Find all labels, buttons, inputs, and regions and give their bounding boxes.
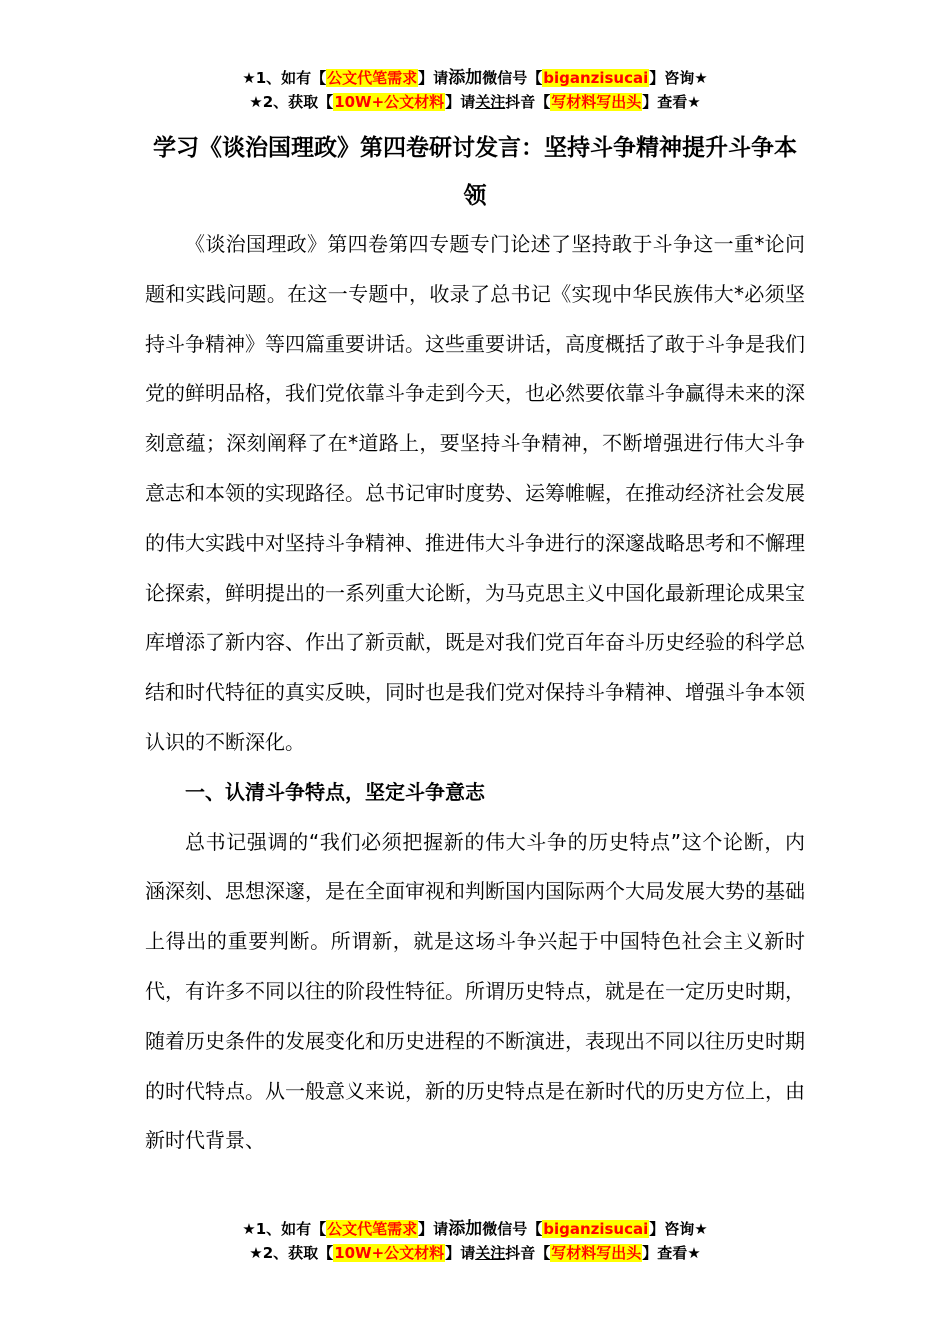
section-heading-1: 一、认清斗争特点，坚定斗争意志 bbox=[185, 779, 485, 804]
promo-footer-line-1-mid: 】请 bbox=[418, 1220, 449, 1238]
promo-line-1 bbox=[0, 66, 950, 90]
promo-line-1-suffix: 】咨询★ bbox=[649, 69, 708, 87]
promo-line-1-prefix: ★1、如有【 bbox=[242, 69, 327, 87]
promo-footer-line-1-suffix: 】咨询★ bbox=[649, 1220, 708, 1238]
promo-footer-line-1-mid2: 微信号【 bbox=[482, 1220, 543, 1238]
promo-line-2-suffix: 】查看★ bbox=[642, 93, 701, 111]
promo-line-2-mid: 】请 bbox=[445, 93, 476, 111]
document-body bbox=[145, 220, 805, 1166]
promo-footer-line-2-mid2: 抖音【 bbox=[505, 1244, 551, 1262]
promo-footer-bottom bbox=[0, 1217, 950, 1265]
promo-footer-line-2 bbox=[0, 1241, 950, 1265]
paragraph-section-1: 总书记强调的“我们必须把握新的伟大斗争的历史特点”这个论断，内涵深刻、思想深邃，是在全面审视和判断国内国际两个大局发展大势的基础上得出的重要判断。所谓新，就是这场斗争兴起于中国特色社会主义新时代，有许多不同以往的阶段性特征。所谓历史特点，就是在一定历史时期，随着历史条件的发展变化和历史进程的不断演进，表现出不同以往历史时期的时代特点。从一般意义来说，新的历史特点是在新时代的历史方位上，由新时代背景、 bbox=[145, 829, 805, 1153]
promo-footer-line-2-emphasis: 关注 bbox=[475, 1244, 506, 1262]
paragraph-intro: 《谈治国理政》第四卷第四专题专门论述了坚持敢于斗争这一重*论问题和实践问题。在这一专题中，收录了总书记《实现中华民族伟大*必须坚持斗争精神》等四篇重要讲话。这些重要讲话，高度概括了敢于斗争是我们党的鲜明品格，我们党依靠斗争走到今天，也必然要依靠斗争赢得未来的深刻意蕴；深刻阐释了在*道路上，要坚持斗争精神，不断增强进行伟大斗争意志和本领的实现路径。总书记审时度势、运筹帷幄，在推动经济社会发展的伟大实践中对坚持斗争精神、推进伟大斗争进行的深邃战略思考和不懈理论探索，鲜明提出的一系列重大论断，为马克思主义中国化最新理论成果宝库增添了新内容、作出了新贡献，既是对我们党百年奋斗历史经验的科学总结和时代特征的真实反映，同时也是我们党对保持斗争精神、增强斗争本领认识的不断深化。 bbox=[145, 232, 805, 754]
promo-line-2-highlight-materials: 10W+公文材料 bbox=[334, 93, 445, 111]
promo-footer-line-2-douyin-id: 写材料写出头 bbox=[551, 1244, 642, 1262]
promo-footer-line-2-prefix: ★2、获取【 bbox=[249, 1244, 334, 1262]
promo-header-top bbox=[0, 66, 950, 114]
promo-footer-line-1-wechat-id: biganzisucai bbox=[543, 1220, 649, 1238]
promo-line-2-mid2: 抖音【 bbox=[505, 93, 551, 111]
promo-line-2-douyin-id: 写材料写出头 bbox=[551, 93, 642, 111]
promo-line-2 bbox=[0, 90, 950, 114]
promo-line-2-prefix: ★2、获取【 bbox=[249, 93, 334, 111]
promo-line-2-emphasis: 关注 bbox=[475, 93, 506, 111]
promo-footer-line-1-prefix: ★1、如有【 bbox=[242, 1220, 327, 1238]
promo-footer-line-2-highlight-materials: 10W+公文材料 bbox=[334, 1244, 445, 1262]
promo-footer-line-1-emphasis: 添加 bbox=[448, 1219, 483, 1239]
promo-line-1-mid: 】请 bbox=[418, 69, 449, 87]
promo-footer-line-2-mid: 】请 bbox=[445, 1244, 476, 1262]
promo-line-1-mid2: 微信号【 bbox=[482, 69, 543, 87]
promo-footer-line-2-suffix: 】查看★ bbox=[642, 1244, 701, 1262]
promo-line-1-wechat-id: biganzisucai bbox=[543, 69, 649, 87]
document-title: 学习《谈治国理政》第四卷研讨发言：坚持斗争精神提升斗争本领 bbox=[153, 135, 797, 209]
promo-footer-line-1-highlight-service: 公文代笔需求 bbox=[327, 1220, 418, 1238]
promo-footer-line-1 bbox=[0, 1217, 950, 1241]
promo-line-1-emphasis: 添加 bbox=[448, 68, 483, 88]
promo-line-1-highlight-service: 公文代笔需求 bbox=[327, 69, 418, 87]
